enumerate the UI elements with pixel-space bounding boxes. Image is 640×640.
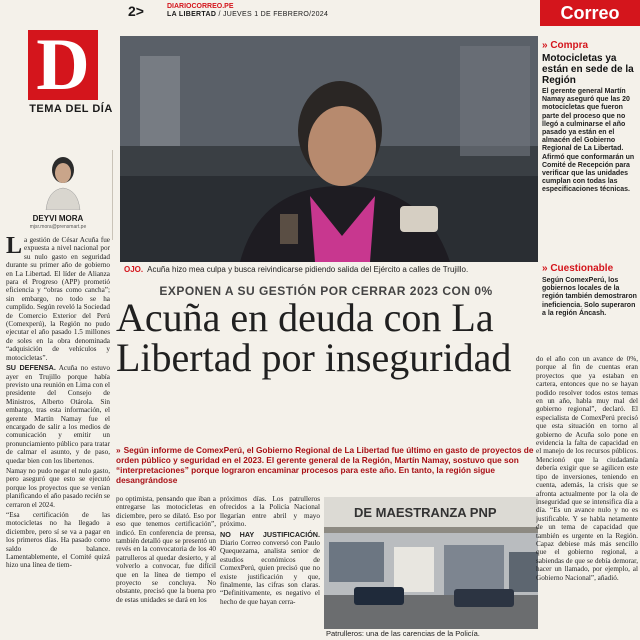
edition-date: JUEVES 1 DE FEBRERO/2024 [222, 11, 329, 18]
edition-separator: / [218, 11, 223, 18]
subhead: SU DEFENSA. [6, 363, 56, 373]
page-number: 2> [128, 3, 144, 19]
page-header [0, 0, 640, 22]
sidebar-title-cuestionable: » Cuestionable [542, 263, 614, 274]
body-text: a gestión de César Acuña fue expuesta a nivel nacional por su nulo gasto en seguridad durante su primer año de gobierno en La Libertad. El líder de Alianza para el Progreso (APP) prometió eficiencia y “obras como cancha”; sin embargo, no todo se ha cumplido. Según reveló la Sociedad de Comercio Exterior del Perú (Comexperú), la Región no pudo ejecutar el año pasado 1.5 millones de soles en la obra denominada “adquisición de vehículos y motocicletas”. [6, 236, 110, 362]
subhead: NO HAY JUSTIFICACIÓN. [220, 529, 320, 539]
sidebar-headline: Motocicletas ya están en sede de la Región [542, 53, 634, 86]
deck-text: Según informe de ComexPerú, el Gobierno Regional de La Libertad fue último en gasto de proyectos de orden público y seguridad en el 2023. El gerente general de la Región, Martín Namay, sostuvo que son “interpretaciones” porque lograron encaminar procesos para este año. En tanto, la región sigue desangrándose [116, 445, 534, 485]
site-url: DIARIOCORREO.PE [167, 3, 234, 10]
author-name: DEYVI MORA [32, 214, 84, 223]
body-paragraph [6, 236, 110, 362]
body-column-2 [116, 495, 216, 640]
body-paragraph: Namay no pudo negar el nulo gasto, pero aseguró que esto se ejecutó porque los proyectos que se venían planificando el año pasado recién se cerraron el 2024. [6, 466, 110, 509]
deck-marker: » [116, 445, 121, 455]
caption-text: Acuña hizo mea culpa y busca reivindicarse pidiendo salida del Ejército a calles de Trujillo. [147, 265, 469, 274]
body-paragraph: “Esa certificación de las motocicletas no ha llegado a diciembre, pero sí se va a pagar en los primeros días. Ha pasado como saldo de balance. Lamentablemente, el Comité quizá hizo una línea de tiem- [6, 511, 110, 570]
kicker: EXPONEN A SU GESTIÓN POR CERRAR 2023 CON 0% [159, 284, 493, 298]
column-divider [112, 150, 113, 240]
body-paragraph [220, 531, 320, 607]
author-portrait [40, 150, 86, 210]
section-name: TEMA DEL DÍA [29, 103, 113, 115]
body-text: Acuña no estuvo ayer en Trujillo porque había previsto una reunión en Lima con el presidente del Consejo de Ministros, Alberto Otárola. Sin embargo, tras esta información, el gerente Martín Namay fue el encargado de salir a los medios de comunicación y emitir un pronunciamiento público para tratar de calmar el asunto, y de paso, quedar bien con los libertenos. [6, 364, 110, 465]
body-column-5 [536, 355, 638, 640]
patrol-cars-photo [324, 497, 538, 629]
deck [116, 445, 536, 485]
body-paragraph [6, 364, 110, 465]
photo-sign-text: DE MAESTRANZA PNP [354, 505, 497, 520]
caption-tag: OJO. [124, 265, 144, 274]
photo2-caption: Patrulleros: una de las carencias de la Policía. [326, 629, 480, 638]
body-column-1 [6, 236, 110, 636]
author-email: mjsr.mora@prensmart.pe [29, 224, 87, 230]
body-text: Diario Correo conversó con Paulo Quequezama, analista senior de estudios económicos de ComexPerú, quien precisó que no existe justificación y que, finalmente, las cifras son claras. “Definitivamente, es negativo el hecho de que hayan cerra- [220, 539, 320, 606]
body-paragraph: do el año con un avance de 0%, porque al fin de cuentas eran proyectos que ya estaban en cartera, entonces que no se hayan podido resolver todos estos temas en un año, habla muy mal del gobierno regional”, declaró. El especialista de ComexPerú precisó que esta situación en torno al gobierno de Acuña solo pone en evidencia la falta de capacidad en el manejo de los recursos públicos. Mencionó que la ciudadanía debería exigir que se agilicen este tipo de inversiones, teniendo en cuenta, además, la crisis que se afronta actualmente por la ola de inseguridad que se intensifica día a día. “Es un avance nulo y no es justificable. Y se habla netamente de un tema de capacidad que también es urgente en la Región. Capaz debiese más más sencillo que el gobierno regional, a sabiendas de que se debía demorar, hacer un llamado, por ejemplo, al Gobierno Nacional”, añadió. [536, 355, 638, 582]
sidebar-text-cuestionable: Según ComexPerú, los gobiernos locales de la región también demostraron ineficiencia. Solo superaron a la región Áncash. [542, 277, 637, 317]
body-column-3 [220, 495, 320, 640]
main-photo [120, 36, 538, 262]
body-paragraph: próximos días. Los patrulleros ofrecidos a la Policía Nacional llegarían entre abril y mayo próximo. [220, 495, 320, 529]
sidebar-title-compra: » Compra [542, 40, 589, 51]
edition-name: LA LIBERTAD [167, 11, 217, 18]
headline: Acuña en deuda con La Libertad por inseguridad [116, 295, 512, 380]
section-letter: D [28, 30, 98, 100]
body-paragraph: po optimista, pensando que iban a entregarse las motocicletas en diciembre, pero se dilató. Eso por eso que tenemos certificación”, indicó. En conferencia de prensa, también detalló que se presentó un revés en la convocatoria de los 40 patrulleros al quedar desierto, y al volverlo a convocar, fue difícil que en la línea de tiempo el proyecto se concluya. No obstante, precisó que la buena pro de estas unidades se dará en los [116, 495, 216, 604]
drop-cap: L [6, 236, 23, 259]
edition-line [167, 11, 328, 18]
sidebar-text-compra: El gerente general Martín Namay aseguró que las 20 motocicletas que fueron parte del proceso que no llegó a culminarse el año pasado ya están en el almacén del Gobierno Regional de La Libertad. Afirmó que conformarán un Comité de Recepción para verificar que las unidades cumplan con todas las especificaciones técnicas. [542, 88, 635, 194]
photo-caption [120, 263, 538, 277]
brand-logo: Correo [540, 0, 640, 26]
